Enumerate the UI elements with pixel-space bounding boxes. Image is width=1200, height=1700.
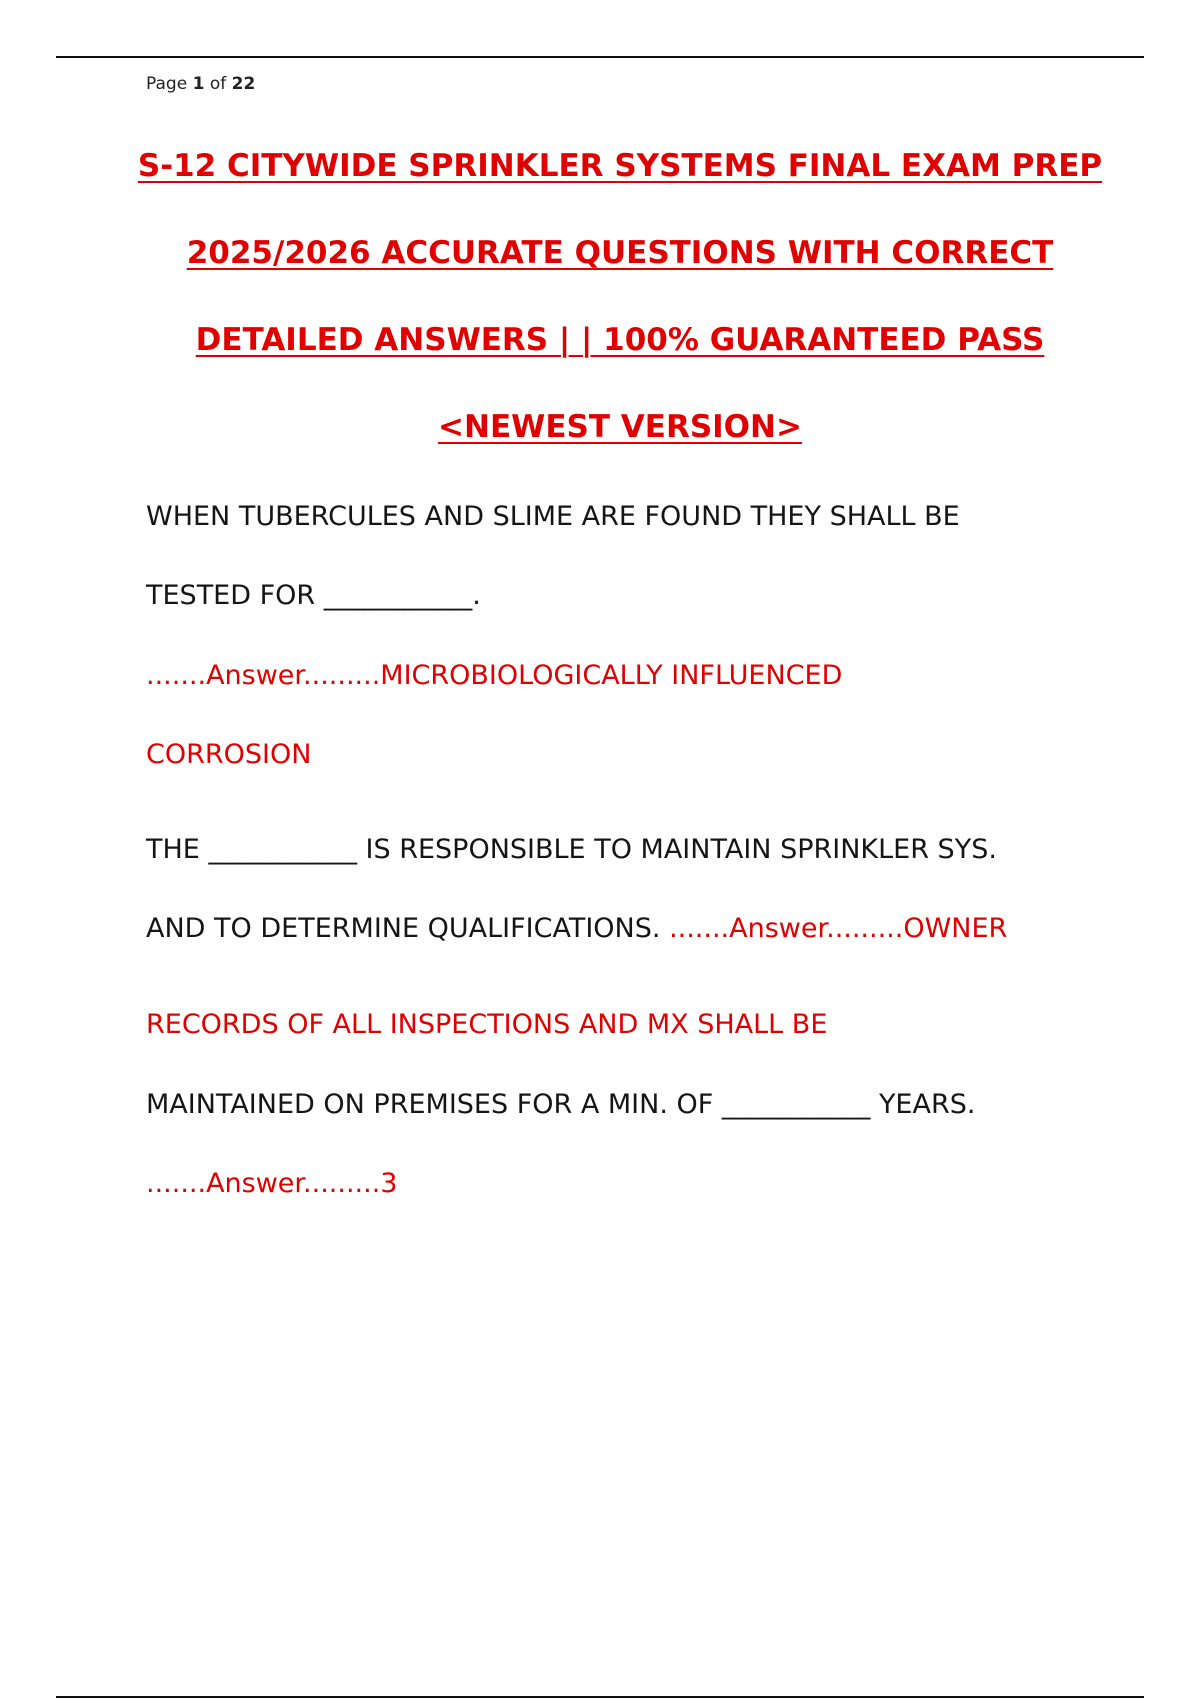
question-2-line-2 (146, 912, 1007, 946)
answer-1-line-2: CORROSION (146, 739, 312, 770)
page-word: Page (146, 74, 188, 94)
page-current: 1 (192, 74, 205, 94)
question-1-line-2: TESTED FOR ___________. (146, 580, 481, 611)
page-total: 22 (231, 74, 256, 94)
question-3-line-1: RECORDS OF ALL INSPECTIONS AND MX SHALL BE (146, 1009, 828, 1040)
answer-2-inline: .......Answer.........OWNER (669, 913, 1008, 944)
question-2-line-1: THE ___________ IS RESPONSIBLE TO MAINTAIN SPRINKLER SYS. (146, 834, 997, 865)
page-of: of (209, 74, 227, 94)
bottom-rule (56, 1696, 1144, 1698)
question-2-text: AND TO DETERMINE QUALIFICATIONS. (146, 913, 661, 944)
answer-3-line-1: .......Answer.........3 (146, 1168, 398, 1199)
question-1-line-1: WHEN TUBERCULES AND SLIME ARE FOUND THEY SHALL BE (146, 501, 960, 532)
page-counter (146, 74, 255, 94)
question-3-line-2: MAINTAINED ON PREMISES FOR A MIN. OF ___________ YEARS. (146, 1089, 976, 1120)
document-title-line-4: <NEWEST VERSION> (438, 409, 802, 445)
document-title-line-2: 2025/2026 ACCURATE QUESTIONS WITH CORRECT (186, 235, 1054, 271)
document-title-line-1: S-12 CITYWIDE SPRINKLER SYSTEMS FINAL EXAM PREP (137, 148, 1103, 184)
answer-1-line-1: .......Answer.........MICROBIOLOGICALLY INFLUENCED (146, 660, 843, 691)
top-rule (56, 56, 1144, 58)
document-title-line-3: DETAILED ANSWERS | | 100% GUARANTEED PASS (195, 322, 1045, 358)
